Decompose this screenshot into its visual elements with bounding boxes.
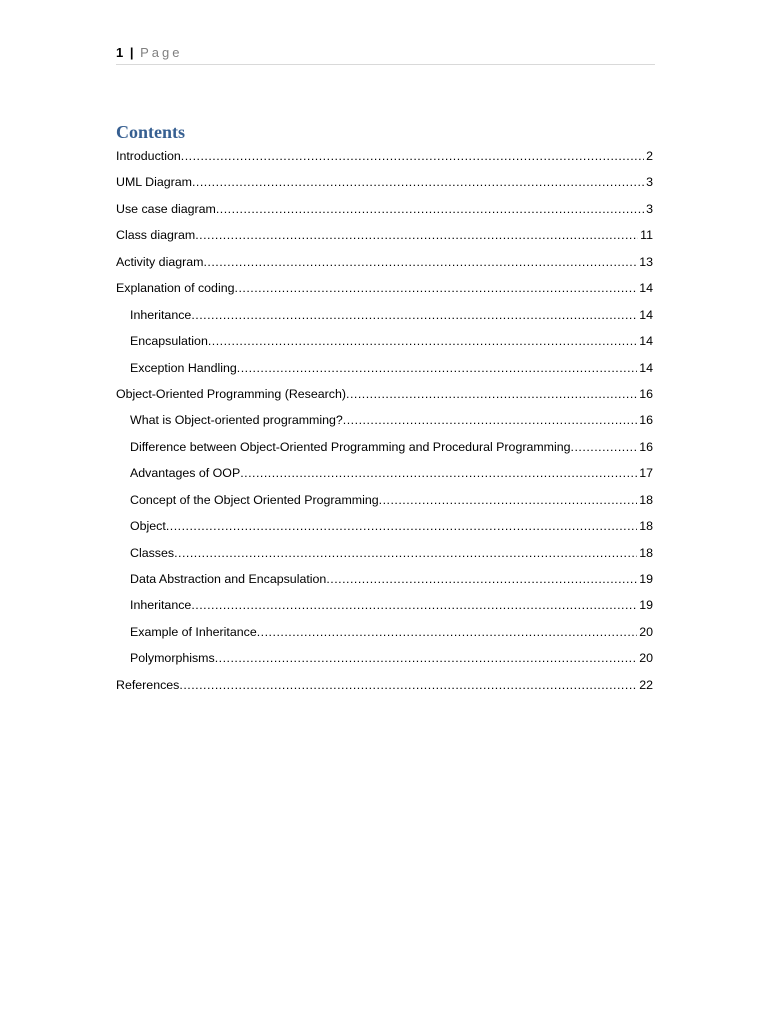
- toc-dot-leader: [179, 672, 637, 698]
- toc-entry-label: Concept of the Object Oriented Programming: [130, 492, 379, 507]
- toc-entry-page-number: 20: [639, 624, 653, 639]
- toc-entry[interactable]: [116, 381, 653, 407]
- toc-entry-label: Data Abstraction and Encapsulation: [130, 572, 327, 586]
- toc-entry[interactable]: [116, 143, 653, 169]
- toc-entry[interactable]: [116, 513, 653, 539]
- toc-dot-leader: [257, 619, 637, 645]
- toc-entry-page-number: 14: [639, 307, 653, 322]
- header-page-word: Page: [140, 45, 183, 60]
- toc-entry-page-number: 2: [646, 149, 653, 163]
- toc-entry-page-number: 14: [639, 360, 653, 375]
- toc-entry-label: Encapsulation: [130, 334, 208, 349]
- toc-dot-leader: [343, 407, 637, 433]
- toc-entry-label: Exception Handling: [130, 360, 237, 375]
- toc-entry-page-number: 11: [640, 228, 653, 243]
- toc-entry[interactable]: [116, 222, 653, 248]
- toc-entry-label: Introduction: [116, 149, 181, 163]
- toc-entry[interactable]: [116, 302, 653, 328]
- toc-dot-leader: [174, 540, 637, 566]
- toc-entry-page-number: 19: [639, 572, 653, 586]
- toc-entry-page-number: 16: [639, 439, 653, 454]
- toc-dot-leader: [203, 249, 637, 275]
- toc-entry[interactable]: [116, 355, 653, 381]
- toc-entry-label: Example of Inheritance: [130, 624, 257, 639]
- toc-entry[interactable]: [116, 249, 653, 275]
- toc-dot-leader: [346, 381, 637, 407]
- toc-entry[interactable]: [116, 196, 653, 222]
- toc-dot-leader: [235, 275, 638, 301]
- toc-dot-leader: [240, 460, 637, 486]
- toc-entry-label: Use case diagram: [116, 201, 216, 216]
- toc-entry[interactable]: [116, 566, 653, 592]
- toc-entry-page-number: 3: [646, 175, 653, 190]
- toc-entry-label: Object-Oriented Programming (Research): [116, 386, 346, 401]
- toc-entry-page-number: 14: [639, 281, 653, 296]
- toc-entry-page-number: 22: [639, 677, 653, 692]
- toc-entry[interactable]: [116, 487, 653, 513]
- toc-entry-page-number: 14: [639, 334, 653, 349]
- toc-entry-label: Class diagram: [116, 228, 196, 243]
- toc-entry[interactable]: [116, 407, 653, 433]
- toc-entry[interactable]: [116, 275, 653, 301]
- toc-dot-leader: [191, 302, 637, 328]
- toc-dot-leader: [208, 328, 637, 354]
- toc-entry-page-number: 17: [639, 466, 653, 481]
- toc-entry-label: Inheritance: [130, 598, 192, 613]
- toc-entry-label: UML Diagram: [116, 175, 192, 190]
- toc-entry-page-number: 18: [639, 545, 653, 560]
- page-header: [116, 44, 655, 65]
- toc-entry-label: Object: [130, 519, 166, 534]
- toc-entry-page-number: 16: [639, 413, 653, 428]
- toc-dot-leader: [379, 487, 638, 513]
- toc-dot-leader: [571, 434, 638, 460]
- toc-entry-label: Inheritance: [130, 307, 192, 322]
- toc-entry-label: Advantages of OOP: [130, 466, 241, 481]
- toc-entry-page-number: 19: [639, 598, 653, 613]
- contents-title: Contents: [116, 122, 186, 142]
- toc-dot-leader: [192, 169, 644, 195]
- toc-entry-page-number: 16: [639, 386, 653, 401]
- toc-entry[interactable]: [116, 434, 653, 460]
- toc-entry-page-number: 20: [639, 651, 653, 666]
- toc-dot-leader: [237, 355, 637, 381]
- toc-entry-label: References: [116, 677, 180, 692]
- toc-dot-leader: [195, 222, 638, 248]
- toc-entry-page-number: 18: [639, 519, 653, 534]
- toc-entry-label: Difference between Object-Oriented Programming and Procedural Programming: [130, 439, 571, 454]
- toc-entry[interactable]: [116, 672, 653, 698]
- toc-dot-leader: [326, 566, 637, 592]
- table-of-contents: [116, 143, 653, 698]
- toc-entry[interactable]: [116, 540, 653, 566]
- toc-entry-label: Classes: [130, 545, 175, 560]
- toc-dot-leader: [216, 196, 644, 222]
- toc-entry[interactable]: [116, 645, 653, 671]
- toc-entry-label: Explanation of coding: [116, 281, 235, 296]
- toc-dot-leader: [166, 513, 637, 539]
- toc-entry-page-number: 3: [646, 201, 653, 216]
- toc-entry-label: What is Object-oriented programming?: [130, 413, 343, 428]
- toc-entry[interactable]: [116, 619, 653, 645]
- toc-entry[interactable]: [116, 460, 653, 486]
- toc-entry-page-number: 18: [639, 492, 653, 507]
- header-separator: |: [129, 45, 134, 60]
- toc-dot-leader: [181, 143, 644, 169]
- toc-dot-leader: [191, 592, 637, 618]
- toc-entry[interactable]: [116, 328, 653, 354]
- toc-dot-leader: [215, 645, 638, 671]
- toc-entry-page-number: 13: [639, 254, 653, 269]
- toc-entry[interactable]: [116, 592, 653, 618]
- toc-entry-label: Activity diagram: [116, 254, 204, 269]
- toc-entry-label: Polymorphisms: [130, 651, 215, 666]
- header-page-number: 1: [116, 45, 124, 60]
- toc-entry[interactable]: [116, 169, 653, 195]
